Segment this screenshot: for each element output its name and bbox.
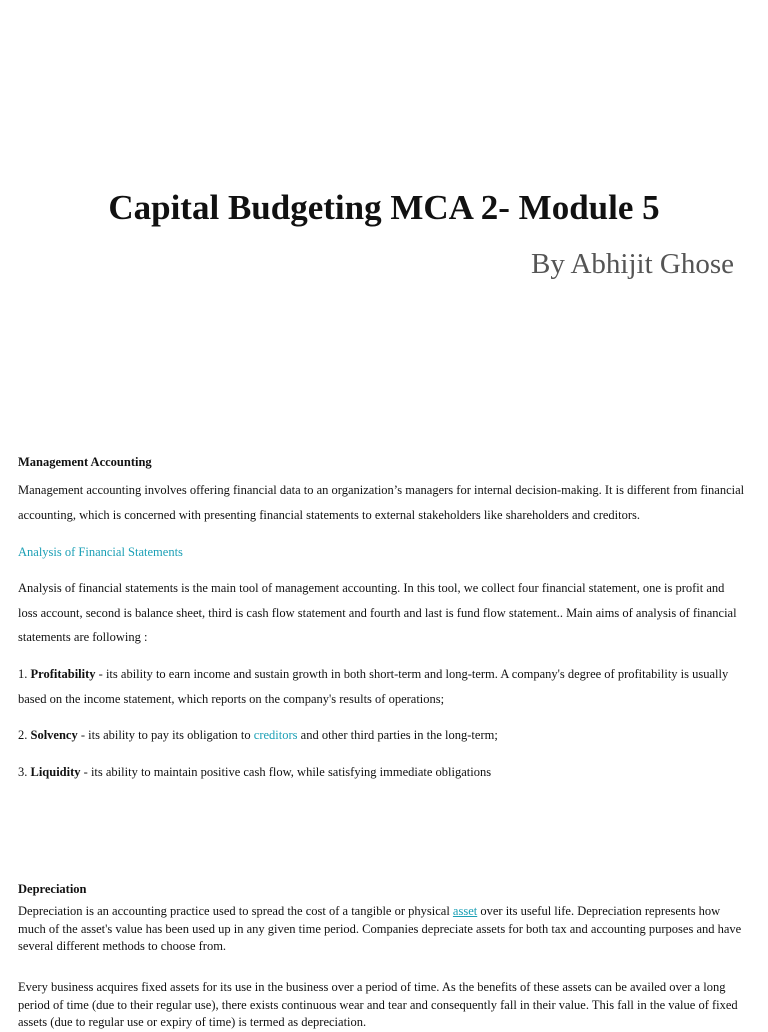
- depreciation-heading: Depreciation: [18, 882, 87, 896]
- aim-item-solvency: [18, 723, 746, 748]
- aim-number: 1.: [18, 667, 28, 681]
- depreciation-paragraph-2: Every business acquires fixed assets for its use in the business over a period of time. As the benefits of these assets can be availed over a long period of time (due to their regular use), there exists continuous wear and tear and consequently fall in their value. This fall in the value of fixed assets (due to regular use or expiry of time) is termed as depreciation.: [18, 980, 738, 1029]
- asset-link[interactable]: asset: [452, 904, 478, 918]
- management-accounting-heading: Management Accounting: [18, 455, 152, 469]
- aim-item-liquidity: [18, 760, 746, 785]
- aim-text-before: - its ability to pay its obligation to: [77, 728, 254, 742]
- analysis-paragraph: Analysis of financial statements is the main tool of management accounting. In this tool, we collect four financial statement, one is profit and loss account, second is balance sheet, third is cash flow statement and fourth and last is fund flow statement.. Main aims of analysis of financial statements are following :: [18, 581, 737, 644]
- aim-term: Liquidity: [30, 765, 81, 779]
- aim-term: Solvency: [30, 728, 78, 742]
- analysis-heading-link[interactable]: Analysis of Financial Statements: [18, 545, 183, 559]
- aim-text: - its ability to maintain positive cash flow, while satisfying immediate obligations: [80, 765, 492, 779]
- document-title: Capital Budgeting MCA 2- Module 5: [108, 188, 660, 227]
- depreciation-text-after: over its useful life. Depreciation represents how much of the asset's value has been used up in any given time period. Companies depreciate assets for both tax and accounting purposes and have several different methods to choose from.: [18, 904, 742, 953]
- creditors-link[interactable]: creditors: [253, 728, 298, 742]
- aim-number: 2.: [18, 728, 28, 742]
- depreciation-text-before: Depreciation is an accounting practice used to spread the cost of a tangible or physical: [18, 904, 453, 918]
- aim-text-after: and other third parties in the long-term;: [297, 728, 498, 742]
- aim-item-profitability: [18, 662, 746, 711]
- aim-term: Profitability: [30, 667, 96, 681]
- depreciation-paragraph: [18, 903, 746, 956]
- document-author: By Abhijit Ghose: [530, 248, 734, 280]
- management-accounting-paragraph: Management accounting involves offering financial data to an organization’s managers for internal decision-making. It is different from financial accounting, which is concerned with presenting financial statements to external stakeholders like shareholders and creditors.: [18, 483, 745, 522]
- aim-text: - its ability to earn income and sustain growth in both short-term and long-term. A company's degree of profitability is usually based on the income statement, which reports on the company's results of operations;: [18, 667, 729, 706]
- aim-number: 3.: [18, 765, 28, 779]
